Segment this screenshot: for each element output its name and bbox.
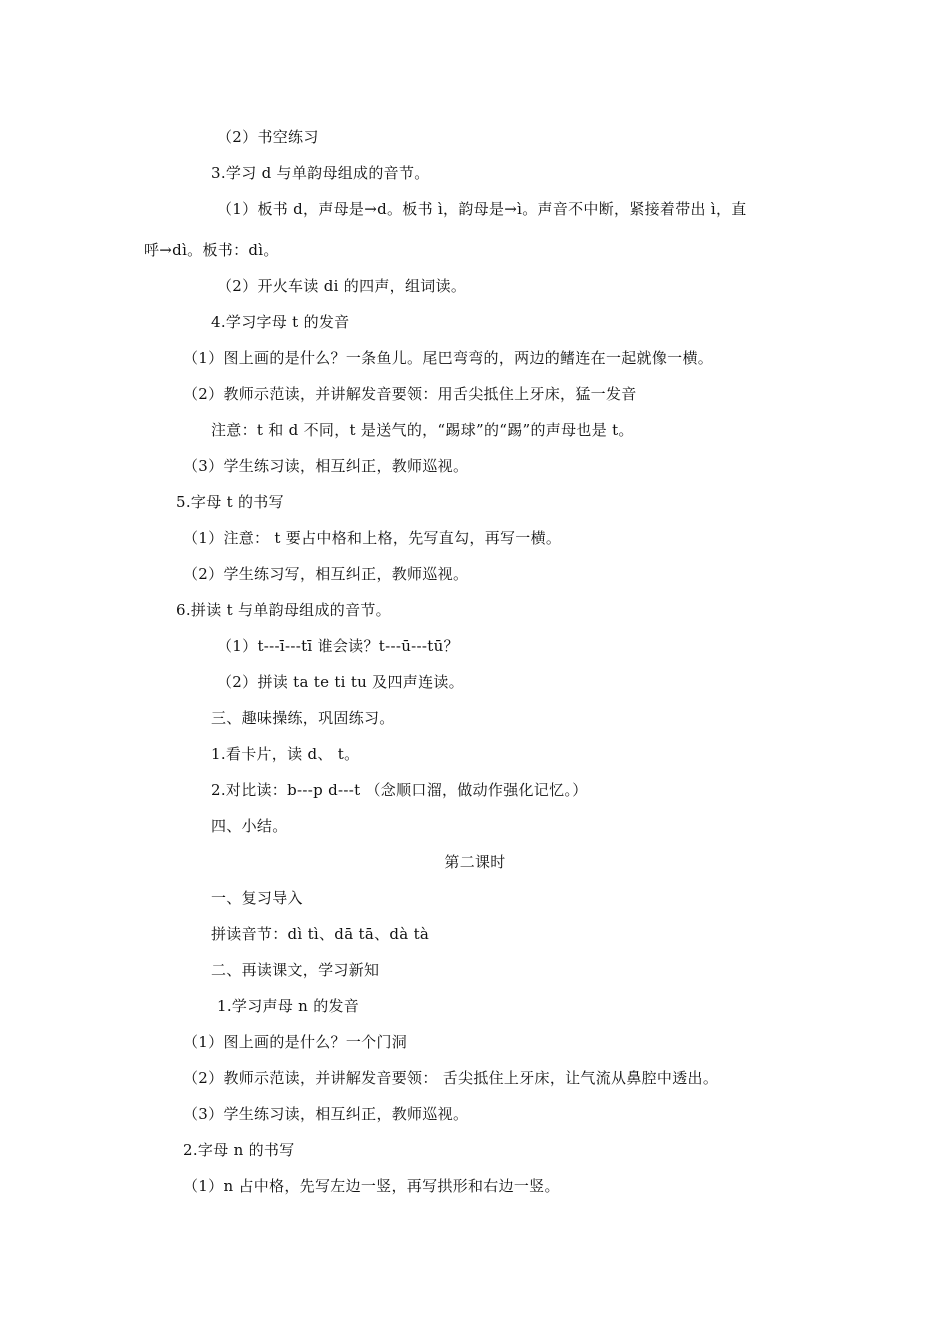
paragraph-line: 呼→dì。板书：dì。 — [144, 241, 279, 259]
paragraph-line: （1）板书 d，声母是→d。板书 ì，韵母是→ì。声音不中断，紧接着带出 ì，直 — [217, 200, 747, 218]
paragraph-line: （2）教师示范读，并讲解发音要领：用舌尖抵住上牙床，猛一发音 — [183, 385, 637, 403]
paragraph-line: （1）注意： t 要占中格和上格，先写直勾，再写一横。 — [183, 529, 562, 547]
paragraph-line: 二、再读课文，学习新知 — [211, 961, 380, 979]
paragraph-line: 1.学习声母 n 的发音 — [217, 997, 360, 1015]
paragraph-line: 1.看卡片，读 d、 t。 — [211, 745, 360, 763]
paragraph-line: 6.拼读 t 与单韵母组成的音节。 — [176, 601, 391, 619]
paragraph-line: （2）拼读 ta te ti tu 及四声连读。 — [217, 673, 464, 691]
paragraph-line: 5.字母 t 的书写 — [176, 493, 284, 511]
section-heading: 第二课时 — [444, 853, 506, 871]
paragraph-line: 注意：t 和 d 不同，t 是送气的，“踢球”的“踢”的声母也是 t。 — [211, 421, 634, 439]
paragraph-line: （2）书空练习 — [217, 128, 319, 146]
paragraph-line: （3）学生练习读，相互纠正，教师巡视。 — [183, 1105, 469, 1123]
paragraph-line: （3）学生练习读，相互纠正，教师巡视。 — [183, 457, 469, 475]
paragraph-line: （1）t---ī---tī 谁会读？t---ū---tū？ — [217, 637, 459, 655]
paragraph-line: （2）开火车读 di 的四声，组词读。 — [217, 277, 467, 295]
paragraph-line: 2.字母 n 的书写 — [183, 1141, 295, 1159]
paragraph-line: （2）教师示范读，并讲解发音要领： 舌尖抵住上牙床，让气流从鼻腔中透出。 — [183, 1069, 719, 1087]
paragraph-line: （1）图上画的是什么？一个门洞 — [183, 1033, 408, 1051]
paragraph-line: 四、小结。 — [211, 817, 288, 835]
paragraph-line: （1）n 占中格，先写左边一竖，再写拱形和右边一竖。 — [183, 1177, 560, 1195]
paragraph-line: 4.学习字母 t 的发音 — [211, 313, 350, 331]
paragraph-line: （1）图上画的是什么？一条鱼儿。尾巴弯弯的，两边的鳍连在一起就像一横。 — [183, 349, 714, 367]
paragraph-line: （2）学生练习写，相互纠正，教师巡视。 — [183, 565, 469, 583]
paragraph-line: 三、趣味操练，巩固练习。 — [211, 709, 395, 727]
paragraph-line: 3.学习 d 与单韵母组成的音节。 — [211, 164, 430, 182]
paragraph-line: 拼读音节：dì tì、dā tā、dà tà — [211, 925, 430, 943]
paragraph-line: 2.对比读：b---p d---t （念顺口溜，做动作强化记忆。） — [211, 781, 588, 799]
paragraph-line: 一、复习导入 — [211, 889, 303, 907]
